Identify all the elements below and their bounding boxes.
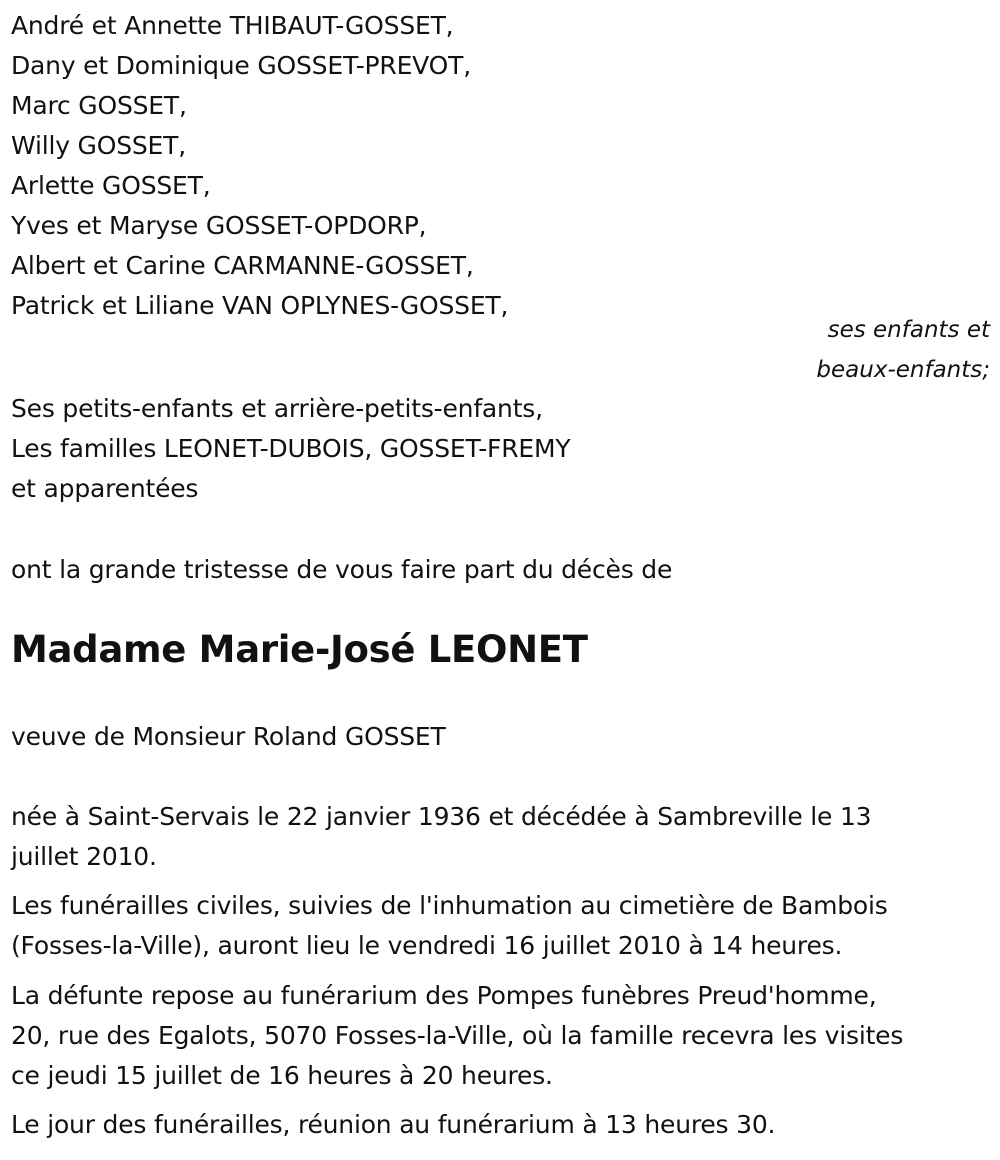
announcement-text: ont la grande tristesse de vous faire part du décès de [11, 555, 673, 584]
funeral-line: Les funérailles civiles, suivies de l'inhumation au cimetière de Bambois [11, 891, 888, 920]
family-line: Yves et Maryse GOSSET-OPDORP, [11, 211, 427, 240]
family-line: Willy GOSSET, [11, 131, 186, 160]
visitation-line: ce jeudi 15 juillet de 16 heures à 20 heures. [11, 1061, 553, 1090]
visitation-line: 20, rue des Egalots, 5070 Fosses-la-Ville, où la famille recevra les visites [11, 1021, 904, 1050]
birth-death-line: juillet 2010. [11, 842, 157, 871]
relatives-line: et apparentées [11, 474, 199, 503]
funeral-line: (Fosses-la-Ville), auront lieu le vendredi 16 juillet 2010 à 14 heures. [11, 931, 843, 960]
relatives-line: Ses petits-enfants et arrière-petits-enfants, [11, 394, 543, 423]
family-line: André et Annette THIBAUT-GOSSET, [11, 11, 454, 40]
meeting-text: Le jour des funérailles, réunion au funérarium à 13 heures 30. [11, 1110, 776, 1139]
family-line: Marc GOSSET, [11, 91, 187, 120]
family-line: Arlette GOSSET, [11, 171, 211, 200]
relatives-line: Les familles LEONET-DUBOIS, GOSSET-FREMY [11, 434, 571, 463]
birth-death-line: née à Saint-Servais le 22 janvier 1936 et décédée à Sambreville le 13 [11, 802, 872, 831]
relation-note: beaux-enfants; [816, 357, 990, 383]
family-line: Albert et Carine CARMANNE-GOSSET, [11, 251, 474, 280]
widow-of-text: veuve de Monsieur Roland GOSSET [11, 722, 446, 751]
deceased-name: Madame Marie-José LEONET [11, 628, 588, 671]
visitation-line: La défunte repose au funérarium des Pompes funèbres Preud'homme, [11, 981, 877, 1010]
family-line: Dany et Dominique GOSSET-PREVOT, [11, 51, 471, 80]
relation-note: ses enfants et [827, 317, 990, 343]
family-line: Patrick et Liliane VAN OPLYNES-GOSSET, [11, 291, 509, 320]
